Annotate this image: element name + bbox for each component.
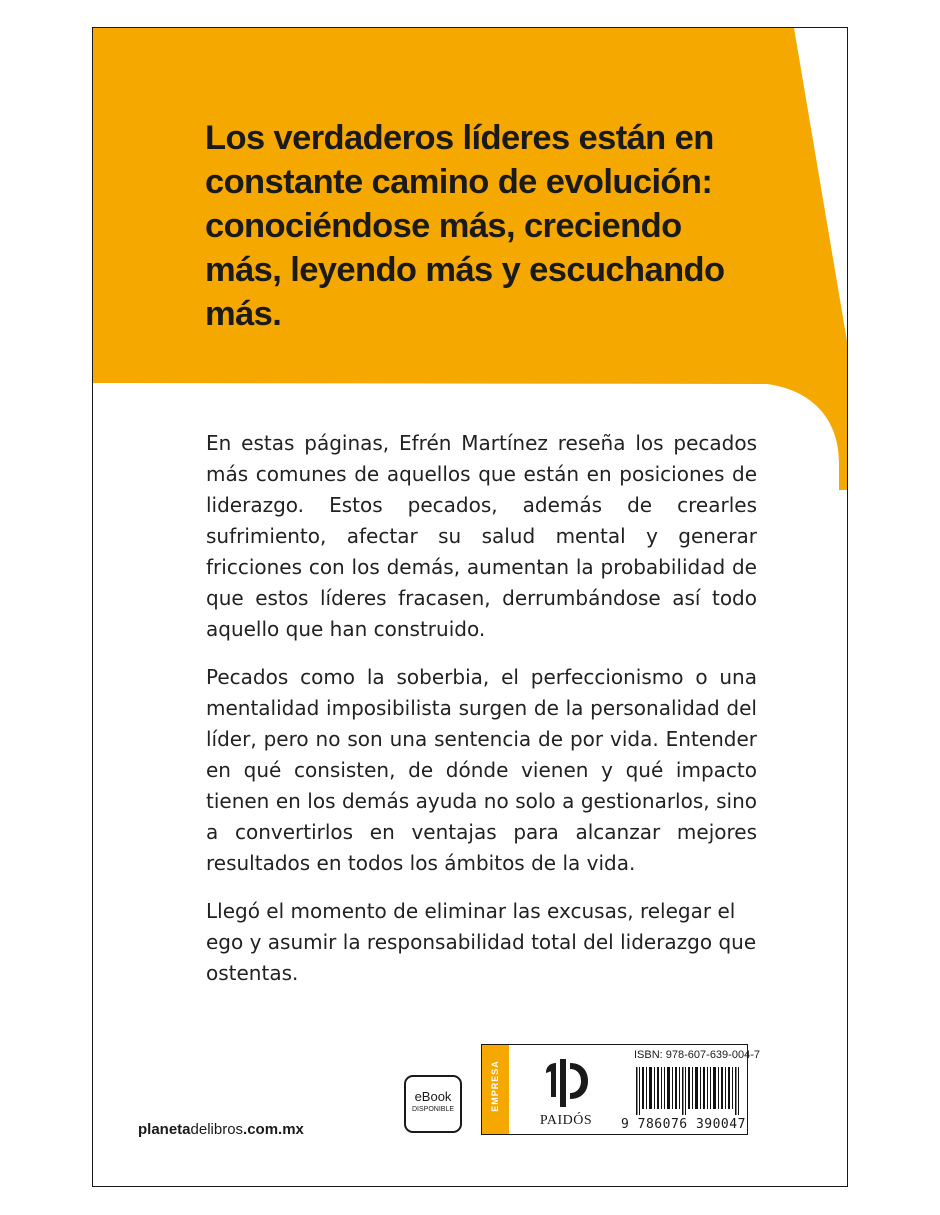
blurb-paragraph-3: Llegó el momento de eliminar las excusas, relegar el ego y asumir la responsabilidad total del liderazgo que ostentas. <box>206 899 757 985</box>
barcode-icon <box>636 1067 741 1115</box>
blurb <box>206 428 757 1006</box>
paidos-logo-icon <box>544 1059 588 1107</box>
website-link[interactable] <box>138 1121 304 1138</box>
ebook-badge <box>404 1075 462 1133</box>
category-label: EMPRESA <box>490 1060 500 1112</box>
barcode-digits: 9 786076 390047 <box>621 1117 746 1132</box>
blurb-paragraph-2: Pecados como la soberbia, el perfeccionismo o una mentalidad imposibilista surgen de la personalidad del líder, pero no son una sentencia de por vida. Entender en qué consisten, de dónde vienen y qué impacto tienen en los demás ayuda no solo a gestionarlos, sino a convertirlos en ventajas para alcanzar mejores resultados en todos los ámbitos de la vida. <box>206 665 757 875</box>
website-part-3: .com.mx <box>243 1121 304 1138</box>
isbn: ISBN: 978-607-639-004-7 <box>634 1049 760 1061</box>
ebook-available-label: DISPONIBLE <box>411 1106 454 1113</box>
blurb-paragraph-1: En estas páginas, Efrén Martínez reseña los pecados más comunes de aquellos que están en posiciones de liderazgo. Estos pecados, además de crearles sufrimiento, afectar su salud mental y generar fricciones con los demás, aumentan la probabilidad de que estos líderes fracasen, derrumbándose así todo aquello que han construido. <box>206 431 757 641</box>
ebook-label: eBook <box>414 1089 452 1104</box>
category-tab <box>482 1045 509 1134</box>
website-part-1: planeta <box>138 1121 191 1138</box>
publisher-name: PAIDÓS <box>539 1113 593 1128</box>
back-cover <box>92 27 848 1187</box>
website-part-2: delibros <box>190 1121 244 1138</box>
publisher-box <box>481 1044 760 1135</box>
headline: Los verdaderos líderes están en constante camino de evolución: conociéndose más, creciendo más, leyendo más y escuchando más. <box>205 119 725 333</box>
